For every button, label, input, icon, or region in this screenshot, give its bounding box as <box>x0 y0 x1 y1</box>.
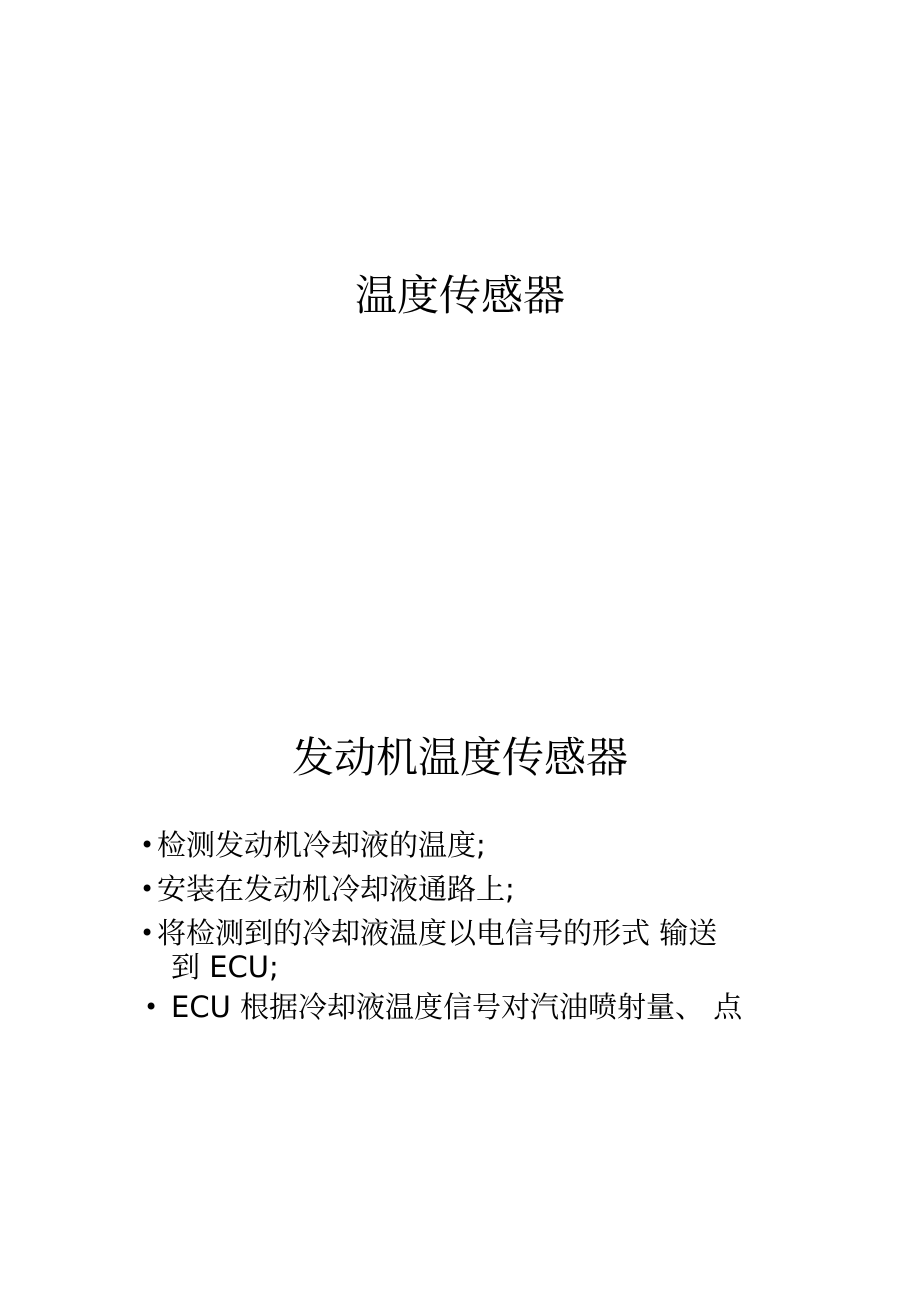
bullet-text: 检测发动机冷却液的温度; <box>157 828 486 862</box>
bullet-text: 安装在发动机冷却液通路上; <box>157 872 515 906</box>
bullet-icon: • <box>144 993 159 1021</box>
list-item <box>140 990 780 1024</box>
bullet-text: 将检测到的冷却液温度以电信号的形式 输送 <box>157 916 718 950</box>
bullet-icon: • <box>140 831 155 859</box>
bullet-icon: • <box>140 919 155 947</box>
bullet-list <box>140 828 780 1034</box>
bullet-text-continuation: 到 ECU; <box>171 950 279 984</box>
list-item <box>140 828 780 862</box>
page-title: 温度传感器 <box>354 271 565 320</box>
list-item <box>140 872 780 906</box>
list-item <box>140 916 780 984</box>
section-title: 发动机温度传感器 <box>291 733 628 782</box>
bullet-text: ECU 根据冷却液温度信号对汽油喷射量、 点 <box>171 990 743 1024</box>
bullet-icon: • <box>140 875 155 903</box>
